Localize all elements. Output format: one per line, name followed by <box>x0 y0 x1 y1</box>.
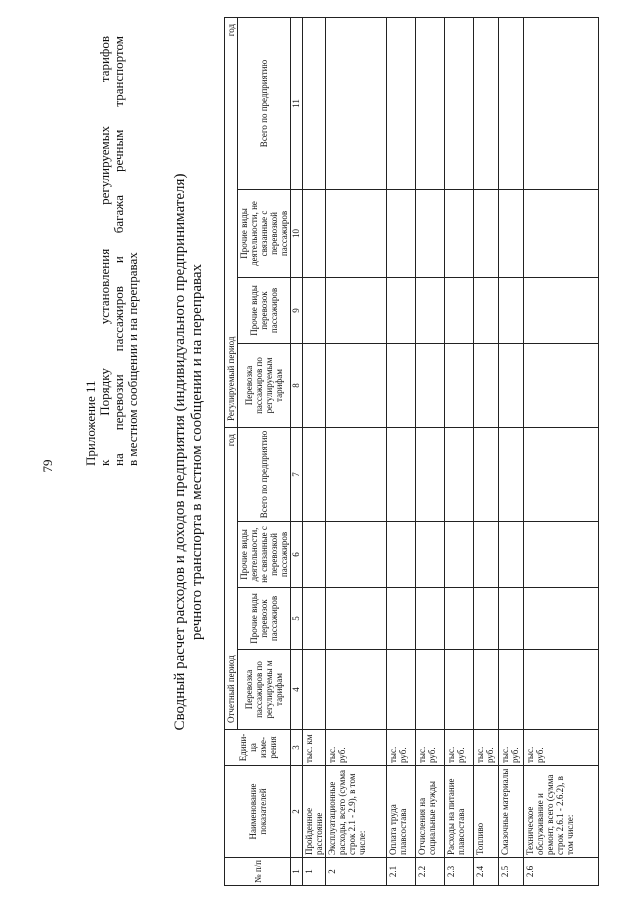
table-row <box>303 17 326 885</box>
empty-cell <box>524 522 599 588</box>
header-num: № п/п <box>225 858 291 886</box>
empty-cell <box>416 522 445 588</box>
empty-cell <box>445 588 474 650</box>
empty-cell <box>416 190 445 278</box>
row-num: 2 <box>326 858 387 886</box>
empty-cell <box>499 522 524 588</box>
empty-cell <box>474 17 499 189</box>
empty-cell <box>416 428 445 522</box>
reporting-period-label: Отчетный период <box>226 655 236 723</box>
header-other-activity-report: Прочие виды деятельности, не связанные с перевозкой пассажиров <box>238 522 291 588</box>
empty-cell <box>524 650 599 730</box>
empty-cell <box>499 428 524 522</box>
empty-cell <box>524 278 599 344</box>
row-num: 2.3 <box>445 858 474 886</box>
empty-cell <box>474 428 499 522</box>
column-number: 11 <box>291 17 303 189</box>
column-number: 4 <box>291 650 303 730</box>
rotated-page-content <box>78 18 636 886</box>
header-total-report: Всего по предприятию <box>238 428 291 522</box>
empty-cell <box>387 650 416 730</box>
empty-cell <box>416 650 445 730</box>
empty-cell <box>416 588 445 650</box>
empty-cell <box>445 190 474 278</box>
empty-cell <box>303 588 326 650</box>
header-reporting-period <box>225 428 238 730</box>
document-title <box>172 18 206 886</box>
empty-cell <box>416 344 445 428</box>
empty-cell <box>326 17 387 189</box>
empty-cell <box>303 17 326 189</box>
empty-cell <box>445 344 474 428</box>
empty-cell <box>387 17 416 189</box>
empty-cell <box>499 17 524 189</box>
empty-cell <box>326 522 387 588</box>
table-row <box>416 17 445 885</box>
empty-cell <box>524 344 599 428</box>
empty-cell <box>445 522 474 588</box>
empty-cell <box>416 17 445 189</box>
row-name: Отчисления на социальные нужды <box>416 766 445 858</box>
row-unit: тыс. руб. <box>499 730 524 766</box>
column-number: 10 <box>291 190 303 278</box>
empty-cell <box>326 278 387 344</box>
row-num: 2.5 <box>499 858 524 886</box>
empty-cell <box>499 650 524 730</box>
empty-cell <box>524 588 599 650</box>
row-name: Эксплуатационные расходы, всего (сумма строк 2.1 - 2.9), в том числе: <box>326 766 387 858</box>
column-number: 8 <box>291 344 303 428</box>
appendix-line-4: в местном сообщении и на переправах <box>125 252 140 466</box>
appendix-line-2: к Порядку установления регулируемых тарифов <box>97 36 112 466</box>
empty-cell <box>499 588 524 650</box>
empty-cell <box>524 17 599 189</box>
page-number: 79 <box>40 459 55 473</box>
empty-cell <box>445 428 474 522</box>
appendix-line-3: на перевозки пассажиров и багажа речным транспортом <box>111 36 126 466</box>
table-row <box>499 17 524 885</box>
empty-cell <box>474 344 499 428</box>
empty-cell <box>303 278 326 344</box>
empty-cell <box>499 278 524 344</box>
empty-cell <box>387 428 416 522</box>
empty-cell <box>499 344 524 428</box>
empty-cell <box>524 190 599 278</box>
row-unit: тыс. руб. <box>326 730 387 766</box>
row-name: Расходы на питание плавсостава <box>445 766 474 858</box>
empty-cell <box>387 522 416 588</box>
header-unit: Едини-ца изме-рения <box>225 730 291 766</box>
header-total-plan: Всего по предприятию <box>238 17 291 189</box>
empty-cell <box>445 650 474 730</box>
row-name: Пройденное расстояние <box>303 766 326 858</box>
table-row <box>474 17 499 885</box>
empty-cell <box>474 278 499 344</box>
empty-cell <box>474 190 499 278</box>
row-unit: тыс. руб. <box>387 730 416 766</box>
row-num: 2.4 <box>474 858 499 886</box>
empty-cell <box>326 588 387 650</box>
column-number: 9 <box>291 278 303 344</box>
row-unit: тыс. руб. <box>524 730 599 766</box>
empty-cell <box>387 588 416 650</box>
header-regulated-tariff-report: Перевозка пассажиров по регулируемы м тарифам <box>238 650 291 730</box>
table-row <box>445 17 474 885</box>
empty-cell <box>474 588 499 650</box>
empty-cell <box>303 190 326 278</box>
empty-cell <box>326 428 387 522</box>
row-unit: тыс. руб. <box>416 730 445 766</box>
table-row <box>326 17 387 885</box>
summary-table <box>224 17 599 886</box>
row-name: Техническое обслуживание и ремонт, всего (сумма строк 2.6.1 - 2.6.2), в том числе: <box>524 766 599 858</box>
column-number-row <box>291 17 303 885</box>
table-row <box>524 17 599 885</box>
header-name: Наименование показателей <box>225 766 291 858</box>
empty-cell <box>326 650 387 730</box>
empty-cell <box>387 278 416 344</box>
row-name: Смазочные материалы <box>499 766 524 858</box>
row-num: 2.2 <box>416 858 445 886</box>
document-title-line-2: речного транспорта в местном сообщении и на переправах <box>189 263 205 641</box>
empty-cell <box>303 522 326 588</box>
empty-cell <box>445 278 474 344</box>
regulated-period-label: Регулируемый период <box>226 336 236 421</box>
empty-cell <box>326 190 387 278</box>
column-number: 1 <box>291 858 303 886</box>
row-unit: тыс. км <box>303 730 326 766</box>
empty-cell <box>303 650 326 730</box>
row-unit: тыс. руб. <box>474 730 499 766</box>
column-number: 6 <box>291 522 303 588</box>
empty-cell <box>474 650 499 730</box>
empty-cell <box>303 344 326 428</box>
appendix-title: Приложение 11 <box>83 380 98 466</box>
column-number: 5 <box>291 588 303 650</box>
row-unit: тыс. руб. <box>445 730 474 766</box>
header-other-activity-plan: Прочие виды деятельности, не связанные с перевозкой пассажиров <box>238 190 291 278</box>
document-title-line-1: Сводный расчет расходов и доходов предприятия (индивидуального предпринимателя) <box>172 173 188 731</box>
empty-cell <box>326 344 387 428</box>
row-num: 1 <box>303 858 326 886</box>
row-name: Оплата труда плавсостава <box>387 766 416 858</box>
empty-cell <box>524 428 599 522</box>
empty-cell <box>387 190 416 278</box>
column-number: 2 <box>291 766 303 858</box>
row-num: 2.6 <box>524 858 599 886</box>
table-row <box>387 17 416 885</box>
row-name: Топливо <box>474 766 499 858</box>
header-other-transport-report: Прочие виды перевозок пассажиров <box>238 588 291 650</box>
empty-cell <box>499 190 524 278</box>
header-regulated-period <box>225 17 238 427</box>
column-number: 7 <box>291 428 303 522</box>
empty-cell <box>303 428 326 522</box>
empty-cell <box>416 278 445 344</box>
regulated-period-year: год <box>226 23 236 37</box>
empty-cell <box>387 344 416 428</box>
appendix-heading <box>84 36 140 466</box>
empty-cell <box>445 17 474 189</box>
column-number: 3 <box>291 730 303 766</box>
header-other-transport-plan: Прочие виды перевозок пассажиров <box>238 278 291 344</box>
row-num: 2.1 <box>387 858 416 886</box>
empty-cell <box>474 522 499 588</box>
header-regulated-tariff-plan: Перевозка пассажиров по регулируемым тарифам <box>238 344 291 428</box>
reporting-period-year: год <box>226 434 236 447</box>
